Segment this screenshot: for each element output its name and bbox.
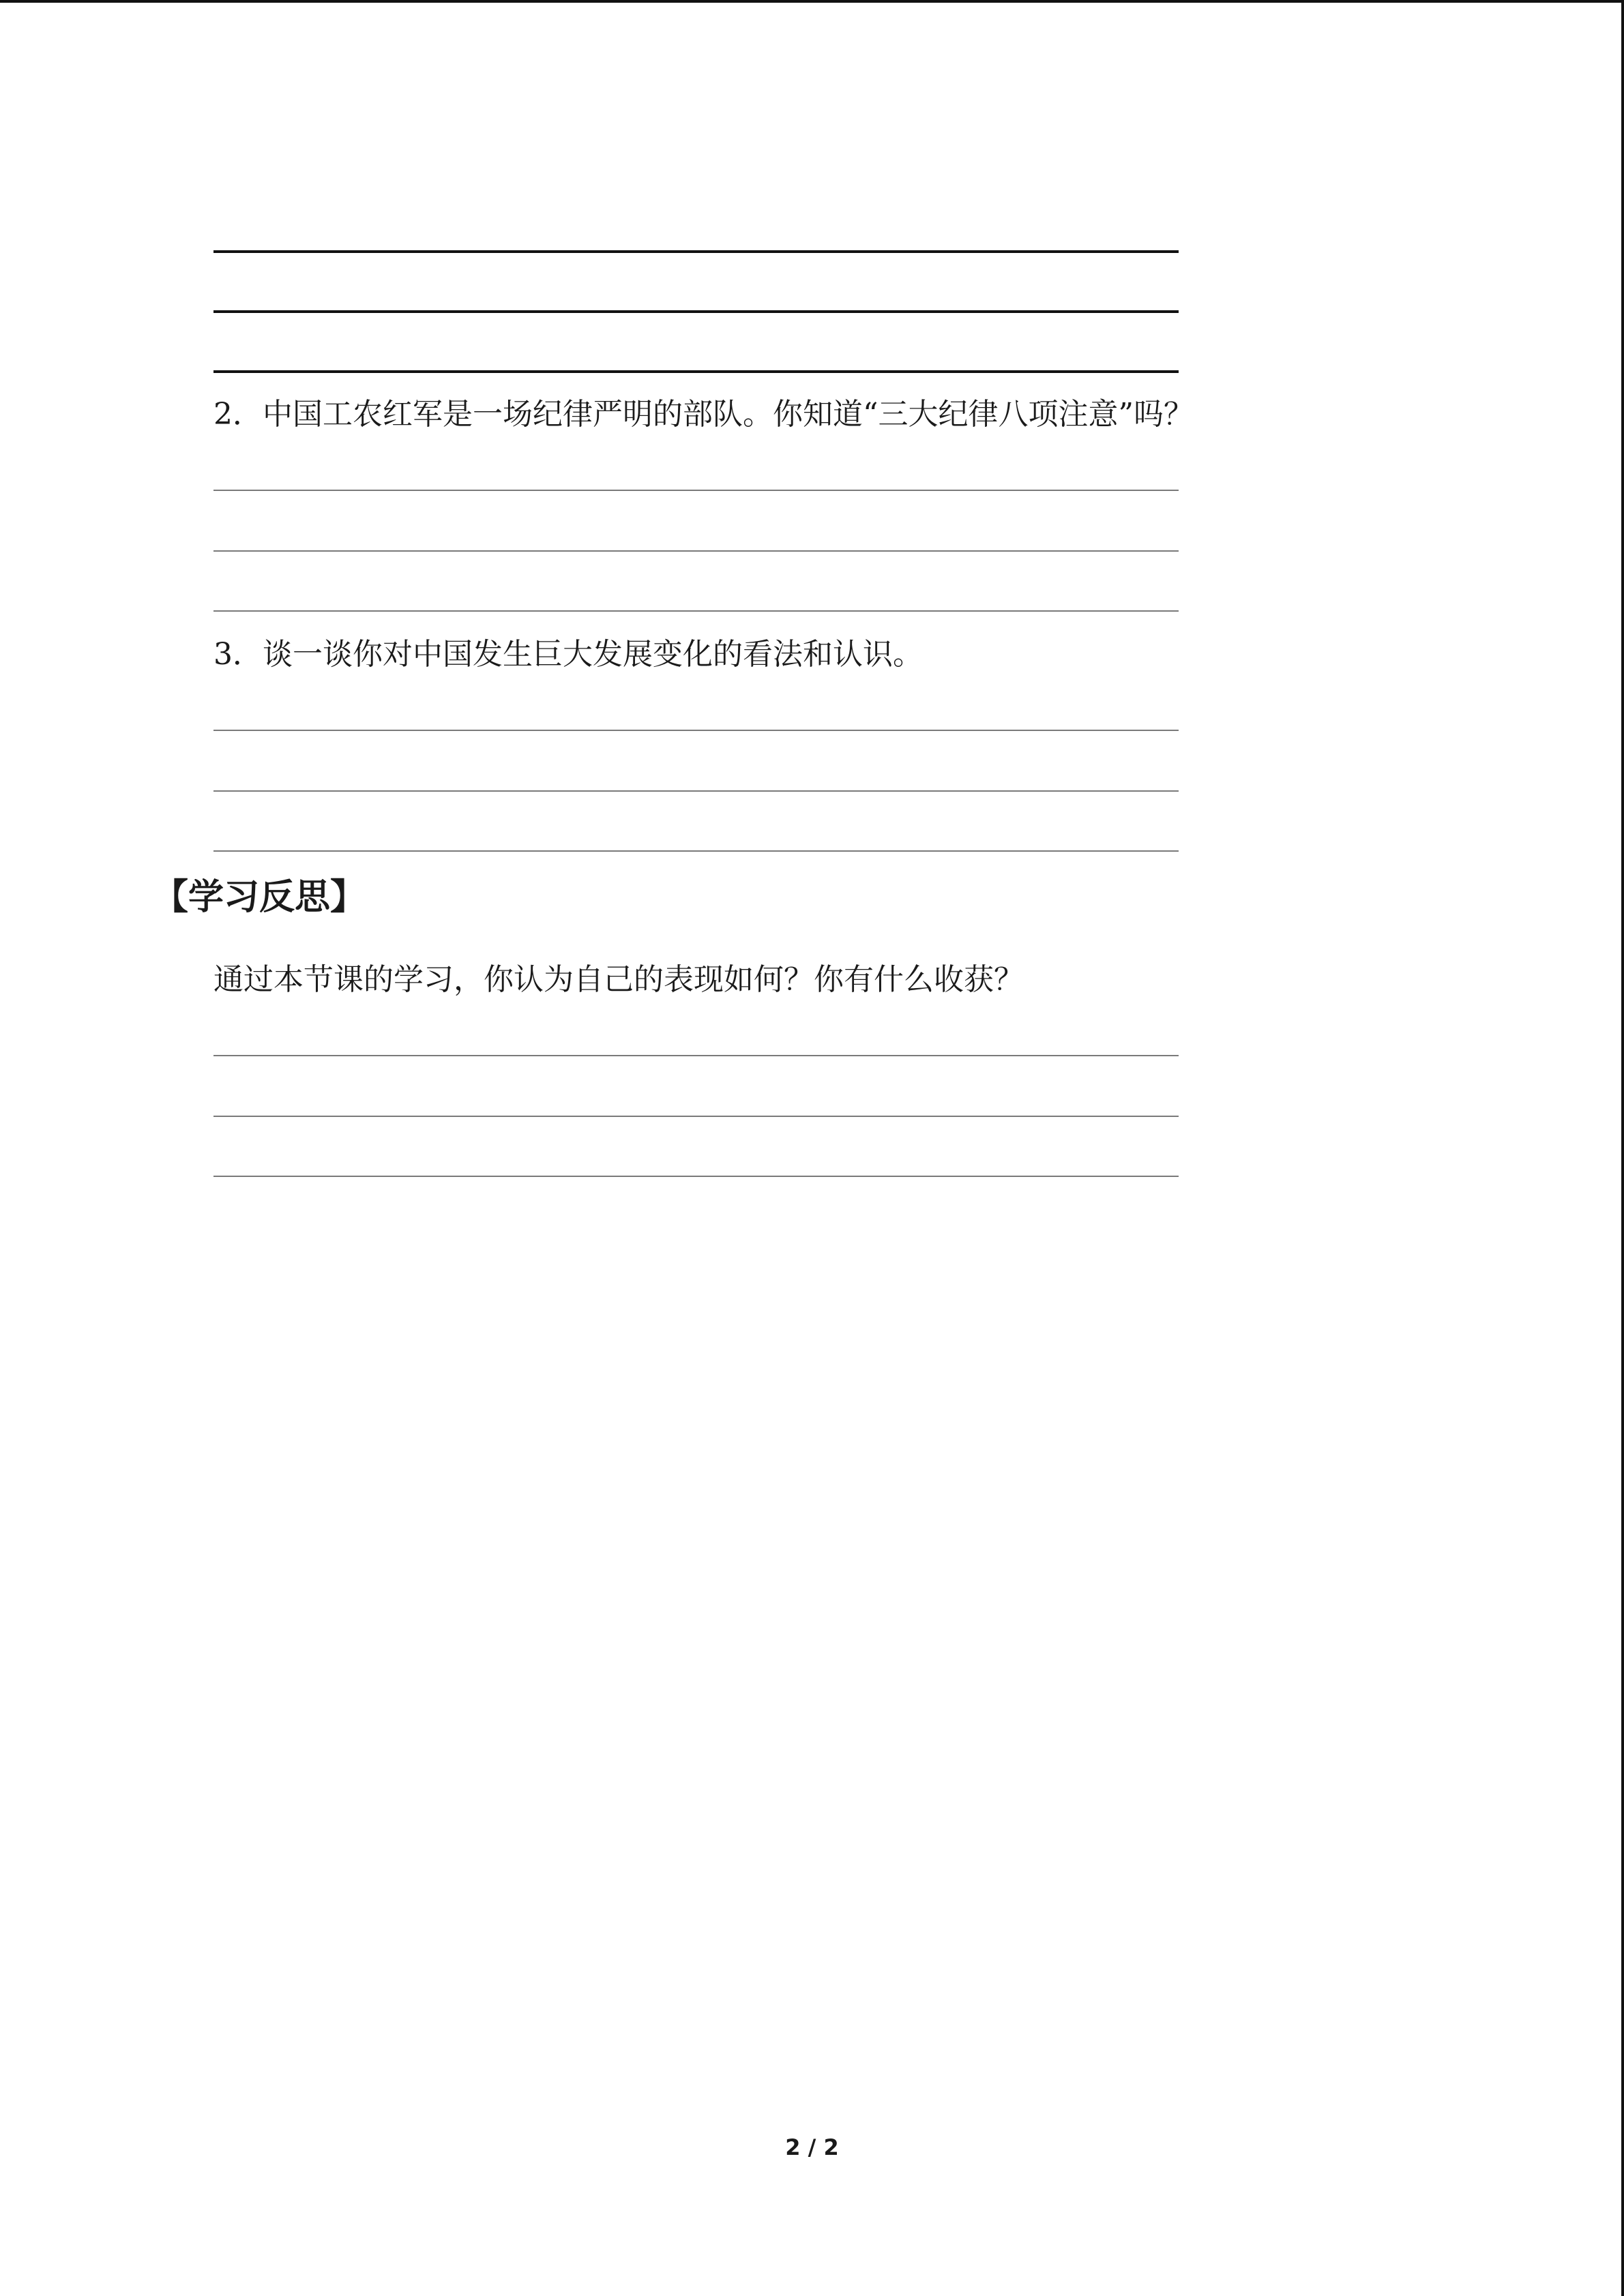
q1-answer-line[interactable] [213, 370, 1179, 373]
q2-answer-line[interactable] [213, 550, 1179, 552]
reflection-answer-line[interactable] [213, 1116, 1179, 1117]
q1-answer-line[interactable] [213, 250, 1179, 253]
page-number: 2 / 2 [785, 2134, 839, 2160]
reflection-answer-line[interactable] [213, 1176, 1179, 1177]
q2-answer-line[interactable] [213, 610, 1179, 612]
q2-answer-line[interactable] [213, 490, 1179, 491]
q3-answer-line[interactable] [213, 850, 1179, 852]
q3-answer-line[interactable] [213, 730, 1179, 731]
reflection-heading: 【学习反思】 [153, 876, 366, 918]
q1-answer-line[interactable] [213, 310, 1179, 313]
question-3-text: 3．谈一谈你对中国发生巨大发展变化的看法和认识。 [213, 637, 923, 672]
q3-answer-line[interactable] [213, 790, 1179, 792]
reflection-answer-line[interactable] [213, 1055, 1179, 1056]
question-2-text: 2．中国工农红军是一场纪律严明的部队。你知道“三大纪律八项注意”吗？ [213, 397, 1194, 432]
reflection-prompt: 通过本节课的学习，你认为自己的表现如何？你有什么收获？ [213, 962, 1024, 997]
